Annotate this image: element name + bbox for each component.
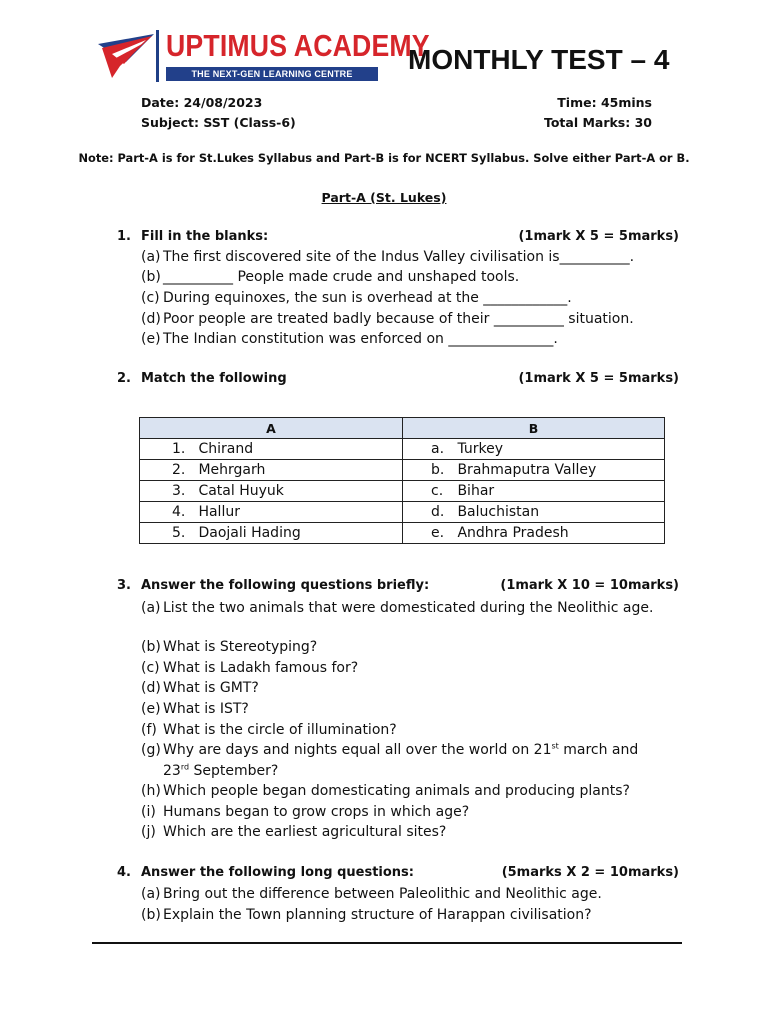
table-row (140, 523, 665, 544)
column-b-cell: a. Turkey (403, 439, 665, 460)
q2-marks: (1mark X 5 = 5marks) (518, 371, 679, 386)
logo-divider (156, 30, 159, 82)
time-text: Time: 45mins (557, 95, 652, 110)
column-a-cell: 2. Mehrgarh (140, 460, 403, 481)
q1-heading: 1. Fill in the blanks: (1mark X 5 = 5marks) (117, 229, 679, 244)
table-row (140, 460, 665, 481)
q3-item-h: (h) Which people began domesticating animals and producing plants? (141, 783, 630, 799)
q3-item-i: (i) Humans began to grow crops in which age? (141, 804, 470, 820)
column-b-cell: c. Bihar (403, 481, 665, 502)
q3-item-g-continued: 23rd September? (163, 762, 279, 779)
brand-tagline: THE NEXT-GEN LEARNING CENTRE (166, 67, 378, 81)
column-a-cell: 1. Chirand (140, 439, 403, 460)
q3-item-f: (f) What is the circle of illumination? (141, 722, 397, 738)
q3-item-c: (c) What is Ladakh famous for? (141, 660, 359, 676)
q4-item-a: (a) Bring out the difference between Paleolithic and Neolithic age. (141, 886, 602, 902)
q3-marks: (1mark X 10 = 10marks) (500, 578, 679, 593)
table-row (140, 502, 665, 523)
q1-item-c: (c) During equinoxes, the sun is overhead at the ____________. (141, 290, 572, 306)
column-a-cell: 3. Catal Huyuk (140, 481, 403, 502)
table-row (140, 481, 665, 502)
q3-item-b: (b) What is Stereotyping? (141, 639, 318, 655)
q1-item-e: (e) The Indian constitution was enforced on _______________. (141, 331, 558, 347)
table-header-row (140, 418, 665, 439)
q3-item-a: (a) List the two animals that were domesticated during the Neolithic age. (141, 600, 654, 616)
q1-item-a: (a) The first discovered site of the Indus Valley civilisation is__________. (141, 249, 635, 265)
column-b-cell: e. Andhra Pradesh (403, 523, 665, 544)
syllabus-note: Note: Part-A is for St.Lukes Syllabus and Part-B is for NCERT Syllabus. Solve either Part-A or B. (78, 151, 690, 165)
column-a-header: A (140, 418, 403, 439)
subject-text: Subject: SST (Class-6) (141, 115, 296, 130)
column-b-cell: d. Baluchistan (403, 502, 665, 523)
test-title: MONTHLY TEST – 4 (408, 44, 670, 75)
q4-heading: 4. Answer the following long questions: (5marks X 2 = 10marks) (117, 865, 679, 880)
column-b-cell: b. Brahmaputra Valley (403, 460, 665, 481)
part-a-title: Part-A (St. Lukes) (321, 190, 447, 205)
q4-marks: (5marks X 2 = 10marks) (501, 865, 679, 880)
column-a-cell: 5. Daojali Hading (140, 523, 403, 544)
q3-heading: 3. Answer the following questions briefly: (1mark X 10 = 10marks) (117, 578, 679, 593)
q3-item-g: (g) Why are days and nights equal all over the world on 21st march and (141, 741, 639, 758)
column-b-header: B (403, 418, 665, 439)
q3-item-j: (j) Which are the earliest agricultural sites? (141, 824, 447, 840)
q3-item-d: (d) What is GMT? (141, 680, 259, 696)
q4-item-b: (b) Explain the Town planning structure of Harappan civilisation? (141, 907, 592, 923)
brand-name: UPTIMUS ACADEMY (166, 28, 430, 63)
total-marks-text: Total Marks: 30 (543, 115, 652, 130)
q3-item-e: (e) What is IST? (141, 701, 249, 717)
q1-item-b: (b) __________ People made crude and unshaped tools. (141, 269, 520, 285)
q1-item-d: (d) Poor people are treated badly because of their __________ situation. (141, 311, 634, 327)
column-a-cell: 4. Hallur (140, 502, 403, 523)
q2-heading: 2. Match the following (1mark X 5 = 5marks) (117, 371, 679, 386)
academy-logo (96, 28, 430, 84)
match-table (139, 417, 665, 544)
date-text: Date: 24/08/2023 (141, 95, 263, 110)
footer-divider (92, 942, 682, 944)
paper-plane-logo-icon (96, 32, 158, 82)
q1-marks: (1mark X 5 = 5marks) (518, 229, 679, 244)
table-row (140, 439, 665, 460)
